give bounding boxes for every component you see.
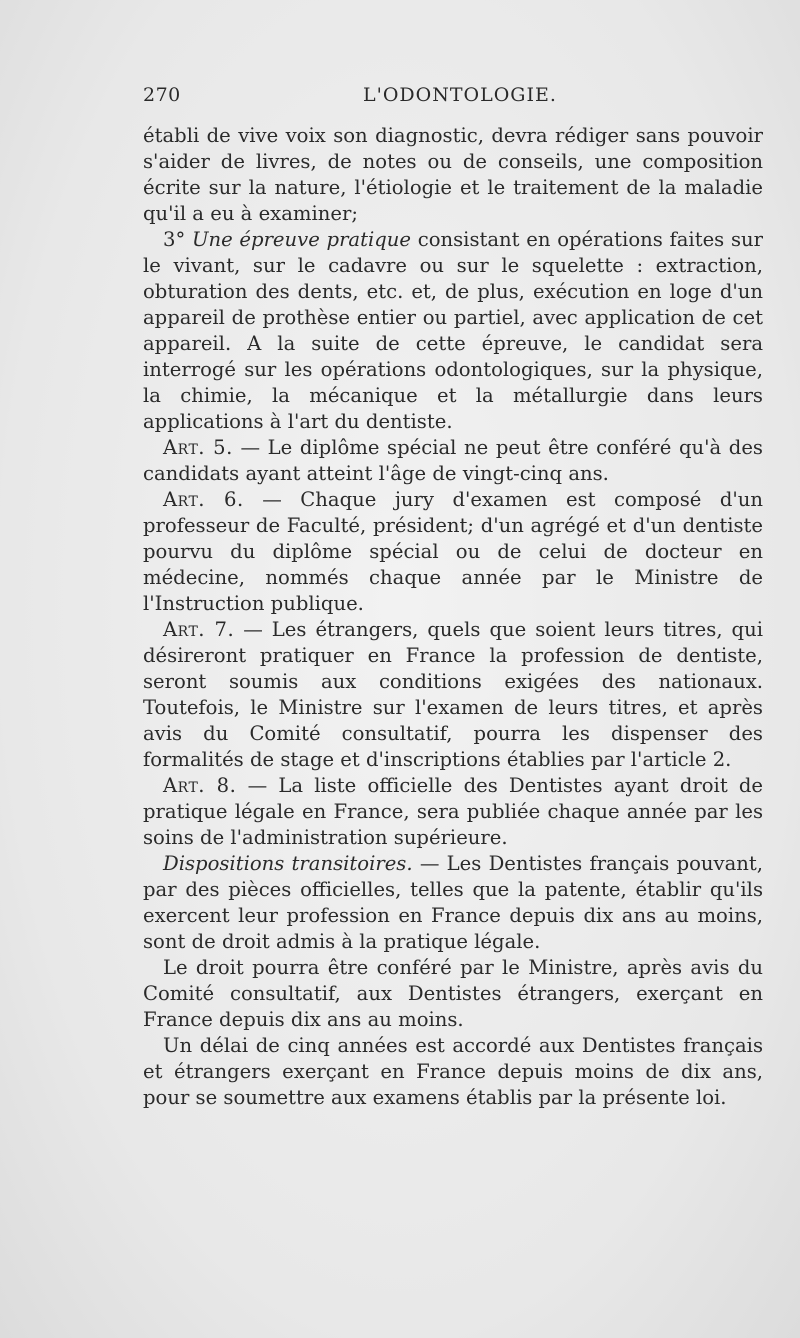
article-label: Art. 7.	[163, 618, 235, 641]
page-number: 270	[143, 84, 181, 106]
paragraph-text: — Les Dentistes français pouvant, par des pièces officielles, telles que la patente, établir qu'ils exercent leur profession en France depuis dix ans au moins, sont de droit admis à la pratique légale.	[143, 852, 764, 953]
article-8	[143, 773, 763, 851]
article-label: Art. 6.	[163, 488, 244, 511]
paragraph-text: — Les étrangers, quels que soient leurs titres, qui désireront pratiquer en France la profession de dentiste, seront soumis aux conditions exigées des nationaux. Toutefois, le Ministre sur l'examen de leurs titres, et après avis du Comité consultatif, pourra les dispenser des formalités de stage et d'inscriptions établies par l'article 2.	[143, 618, 763, 771]
article-label: Art. 8.	[163, 774, 237, 797]
paragraph-continuation	[143, 123, 763, 227]
paragraph-foreign-dentists	[143, 955, 763, 1033]
paragraph-text: Le droit pourra être conféré par le Ministre, après avis du Comité consultatif, aux Dentistes étrangers, exerçant en France depuis dix ans au moins.	[143, 956, 763, 1031]
article-7	[143, 617, 763, 773]
list-ordinal: 3°	[163, 228, 186, 251]
running-title: L'ODONTOLOGIE.	[363, 84, 557, 106]
paragraph-text: consistant en opérations faites sur le vivant, sur le cadavre ou sur le squelette : extraction, obturation des dents, etc. et, de plus, exécution en loge d'un appareil de prothèse entier ou partiel, avec application de cet appareil. A la suite de cette épreuve, le candidat sera interrogé sur les opérations odontologiques, sur la physique, la chimie, la mécanique et la métallurgie dans leurs applications à l'art du dentiste.	[143, 228, 763, 433]
paragraph-practical-exam	[143, 227, 763, 435]
document-page	[143, 84, 763, 1111]
paragraph-delay	[143, 1033, 763, 1111]
running-head	[143, 84, 763, 114]
section-heading: Dispositions transitoires.	[163, 852, 413, 875]
paragraph-text: — Le diplôme spécial ne peut être conféré qu'à des candidats ayant atteint l'âge de vingt-cinq ans.	[143, 436, 763, 485]
article-6	[143, 487, 763, 617]
transitional-provisions	[143, 851, 763, 955]
body-text	[143, 123, 763, 1111]
paragraph-text: établi de vive voix son diagnostic, devra rédiger sans pouvoir s'aider de livres, de notes ou de conseils, une composition écrite sur la nature, l'étiologie et le traitement de la maladie qu'il a eu à examiner;	[143, 124, 763, 225]
paragraph-text: — Chaque jury d'examen est composé d'un professeur de Faculté, président; d'un agrégé et d'un dentiste pourvu du diplôme spécial ou de celui de docteur en médecine, nommés chaque année par le Ministre de l'Instruction publique.	[143, 488, 763, 615]
article-label: Art. 5.	[163, 436, 233, 459]
emphasis-text: Une épreuve pratique	[191, 228, 412, 251]
paragraph-text: Un délai de cinq années est accordé aux Dentistes français et étrangers exerçant en France depuis moins de dix ans, pour se soumettre aux examens établis par la présente loi.	[143, 1034, 763, 1109]
paragraph-text: — La liste officielle des Dentistes ayant droit de pratique légale en France, sera publiée chaque année par les soins de l'administration supérieure.	[143, 774, 764, 849]
article-5	[143, 435, 763, 487]
